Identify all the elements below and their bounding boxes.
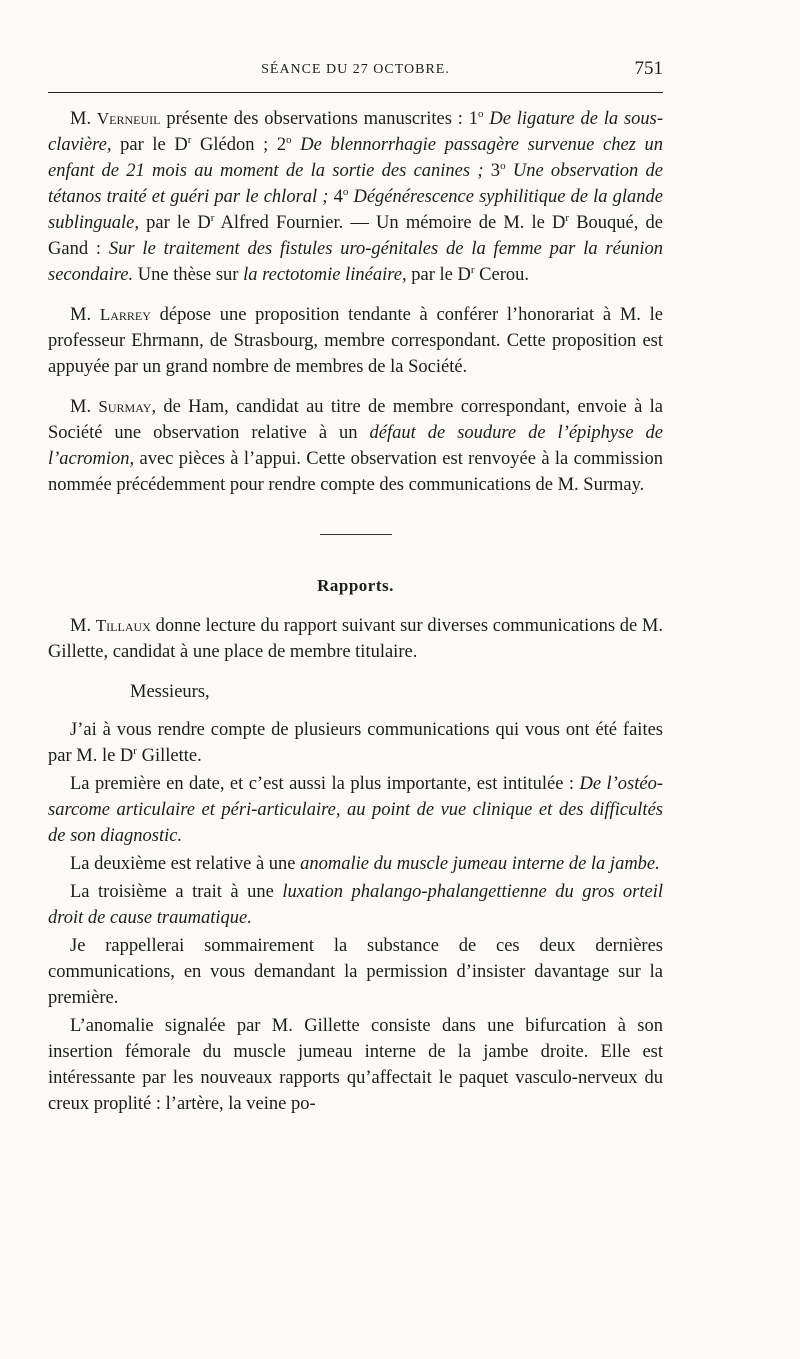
italic-title: la rectotomie linéaire, [243, 265, 407, 285]
text-run: présente des observations manuscrites : 1 [160, 109, 479, 129]
paragraph-second-communication [48, 851, 663, 877]
italic-title: De l’ostéo-sarcome articulaire et péri-articulaire, au point de vue clinique et des difficultés de son diagnostic. [48, 774, 663, 846]
text-run: L’anomalie signalée par M. Gillette consiste dans une bifurcation à son insertion fémorale du muscle jumeau interne de la jambe droite. Elle est intéressante par les nouveaux rapports qu’affectait le paquet vasculo-nerveux du creux proplité : l’artère, la veine po- [48, 1016, 663, 1114]
text-run: M. [70, 109, 97, 129]
text-run: M. [70, 616, 96, 636]
superscript: o [500, 159, 506, 172]
paragraph-surmay [48, 394, 663, 498]
paragraph-summary [48, 933, 663, 1011]
author-name: Surmay [98, 397, 152, 416]
superscript: r [187, 133, 192, 146]
author-name: Tillaux [95, 616, 151, 635]
text-run [292, 135, 301, 155]
text-run: 3 [483, 161, 501, 181]
text-run [506, 161, 513, 181]
paragraph-first-communication [48, 771, 663, 849]
body-text [48, 106, 663, 1119]
page-number: 751 [634, 58, 663, 79]
text-run: avec pièces à l’appui. Cette observation est renvoyée à la commission nommée précédemment pour rendre compte des communications de M. Surmay. [48, 449, 663, 495]
italic-title: De ligature de la sous-clavière, [48, 109, 664, 155]
author-name: Larrey [99, 305, 151, 324]
text-run: dépose une proposition tendante à conférer l’honorariat à M. le professeur Ehrmann, de Strasbourg, membre correspondant. Cette proposition est appuyée par un grand nombre de membres de la Société. [48, 305, 663, 377]
salutation: Messieurs, [130, 682, 210, 702]
text-run: J’ai à vous rendre compte de plusieurs communications qui vous ont été faites par M. le D [48, 720, 663, 766]
text-run: par le D [138, 213, 211, 233]
text-run: Cerou. [474, 265, 529, 285]
italic-title: De blennorrhagie passagère survenue chez un enfant de 21 mois au moment de la sortie des canines ; [48, 135, 663, 181]
text-run: M. [70, 397, 99, 417]
section-heading: Rapports. [317, 576, 394, 595]
superscript: o [342, 185, 349, 198]
text-run: La deuxième est relative à une [70, 854, 301, 874]
italic-title: défaut de soudure de l’épiphyse de l’acromion, [48, 423, 663, 469]
text-run: La première en date, et c’est aussi la plus importante, est intitulée : [70, 774, 580, 794]
superscript: r [210, 211, 215, 224]
superscript: r [565, 211, 570, 224]
text-run: Bouqué, de Gand : [48, 213, 663, 259]
text-run: La troisième a trait à une [70, 882, 283, 902]
text-run: donne lecture du rapport suivant sur diverses communications de M. Gillette, candidat à une place de membre titulaire. [48, 616, 663, 662]
author-name: Verneuil [96, 109, 161, 128]
italic-title: anomalie du muscle jumeau interne de la jambe. [300, 854, 660, 874]
section-divider [320, 534, 392, 535]
text-run: par le D [111, 135, 188, 155]
text-run: Une thèse sur [133, 265, 244, 285]
paragraph-report-intro [48, 717, 663, 769]
text-run: Gillette. [136, 746, 202, 766]
superscript: o [286, 133, 292, 146]
paragraph-third-communication [48, 879, 663, 931]
superscript: o [478, 107, 484, 120]
italic-title: Sur le traitement des fistules uro-génitales de la femme par la réunion secondaire. [48, 239, 663, 285]
page-header [48, 58, 663, 93]
text-run: Je rappellerai sommairement la substance de ces deux dernières communications, en vous demandant la permission d’insister davantage sur la première. [48, 936, 663, 1008]
paragraph-larrey [48, 302, 663, 380]
text-run: , de Ham, candidat au titre de membre correspondant, envoie à la Société une observation relative à un [48, 397, 663, 443]
running-title: SÉANCE DU 27 OCTOBRE. [261, 62, 450, 77]
paragraph-tillaux [48, 613, 663, 665]
text-run: 4 [328, 187, 343, 207]
text-run: Alfred Fournier. — Un mémoire de M. le D [214, 213, 566, 233]
italic-title: Une observation de tétanos traité et guéri par le chloral ; [48, 161, 664, 207]
text-run: M. [70, 305, 100, 325]
paragraph-verneuil [48, 106, 663, 288]
paragraph-anomaly [48, 1013, 663, 1117]
text-run: Glédon ; 2 [191, 135, 287, 155]
superscript: r [470, 263, 475, 276]
italic-title: Dégénérescence syphilitique de la glande sublinguale, [48, 187, 663, 233]
italic-title: luxation phalango-phalangettienne du gros orteil droit de cause traumatique. [48, 882, 663, 928]
superscript: r [133, 744, 137, 757]
text-run: par le D [406, 265, 471, 285]
